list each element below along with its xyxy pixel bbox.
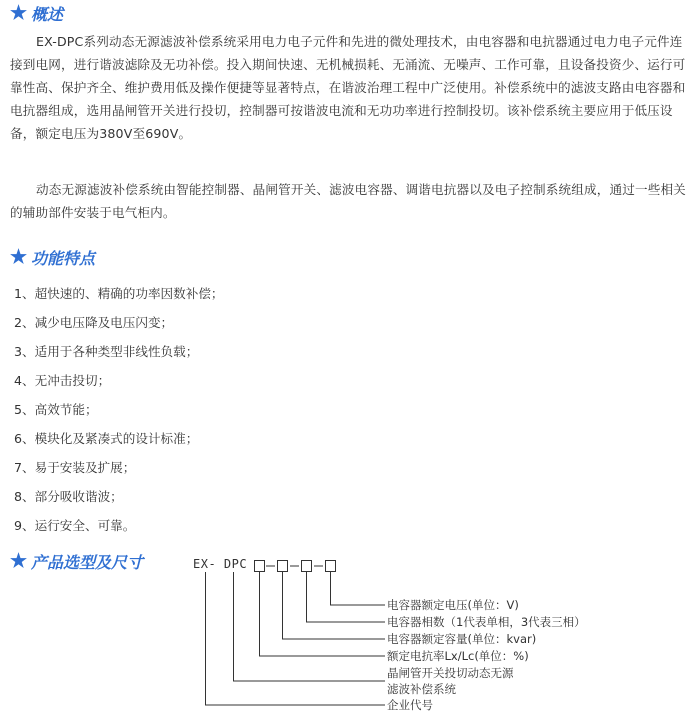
label-thyristor-switch: 晶闸管开关投切动态无源	[387, 666, 514, 680]
overview-text-1: EX-DPC系列动态无源滤波补偿系统采用电力电子元件和先进的微处理技术，由电容器和电抗器通过电力电子元件连接到电网，进行谐波滤除及无功补偿。投入期间快速、无机械损耗、无涌流、无噪声、工作可靠，且设备投资少、运行可靠性高、保护齐全、维护费用低及操作便捷等显著特点，在谐波治理工程中广泛使用。补偿系统中的滤波支路由电容器和电抗器组成，选用晶闸管开关进行投切，控制器可按谐波电流和无功功率进行控制投切。该补偿系统主要应用于低压设备，额定电压为380V至690V。	[10, 34, 686, 141]
feature-item: 2、减少电压降及电压闪变；	[14, 315, 174, 330]
leader-series	[234, 572, 386, 681]
leader-phases	[307, 572, 386, 622]
leader-reactance	[260, 572, 386, 656]
feature-item: 7、易于安装及扩展；	[14, 460, 136, 475]
code-box-capacity	[278, 561, 288, 572]
feature-item: 1、超快速的、精确的功率因数补偿；	[14, 286, 224, 301]
star-icon: ★	[10, 550, 28, 572]
model-code-diagram	[0, 550, 700, 719]
star-icon: ★	[10, 246, 28, 268]
feature-list	[14, 284, 224, 545]
feature-item: 4、无冲击投切；	[14, 373, 111, 388]
overview-text-2: 动态无源滤波补偿系统由智能控制器、晶闸管开关、滤波电容器、调谐电抗器以及电子控制系统组成，通过一些相关的辅助部件安装于电气柜内。	[10, 182, 686, 220]
label-filter-system: 滤波补偿系统	[387, 682, 456, 696]
code-box-reactance	[255, 561, 265, 572]
code-box-phases	[302, 561, 312, 572]
feature-item: 5、高效节能；	[14, 402, 98, 417]
features-title: 功能特点	[31, 249, 96, 268]
overview-title: 概述	[31, 5, 64, 24]
overview-heading	[10, 2, 63, 25]
overview-paragraph-2	[10, 178, 694, 224]
feature-item: 9、运行安全、可靠。	[14, 518, 136, 533]
features-heading	[10, 246, 95, 269]
feature-item: 3、适用于各种类型非线性负载；	[14, 344, 199, 359]
label-phases: 电容器相数（1代表单相，3代表三相）	[387, 615, 586, 629]
label-rated-capacity: 电容器额定容量(单位：kvar)	[387, 632, 537, 646]
label-company-code: 企业代号	[387, 698, 433, 712]
label-reactance-ratio: 额定电抗率Lx/Lc(单位：%)	[387, 649, 529, 663]
label-rated-voltage: 电容器额定电压(单位：V)	[387, 598, 519, 612]
selection-title: 产品选型及尺寸	[31, 553, 144, 572]
code-box-voltage	[326, 561, 336, 572]
feature-item: 8、部分吸收谐波；	[14, 489, 123, 504]
model-code-prefix: EX- DPC	[193, 557, 248, 571]
overview-paragraph-1	[10, 30, 694, 145]
star-icon: ★	[10, 2, 28, 24]
leader-voltage	[331, 572, 386, 605]
feature-item: 6、模块化及紧凑式的设计标准；	[14, 431, 199, 446]
